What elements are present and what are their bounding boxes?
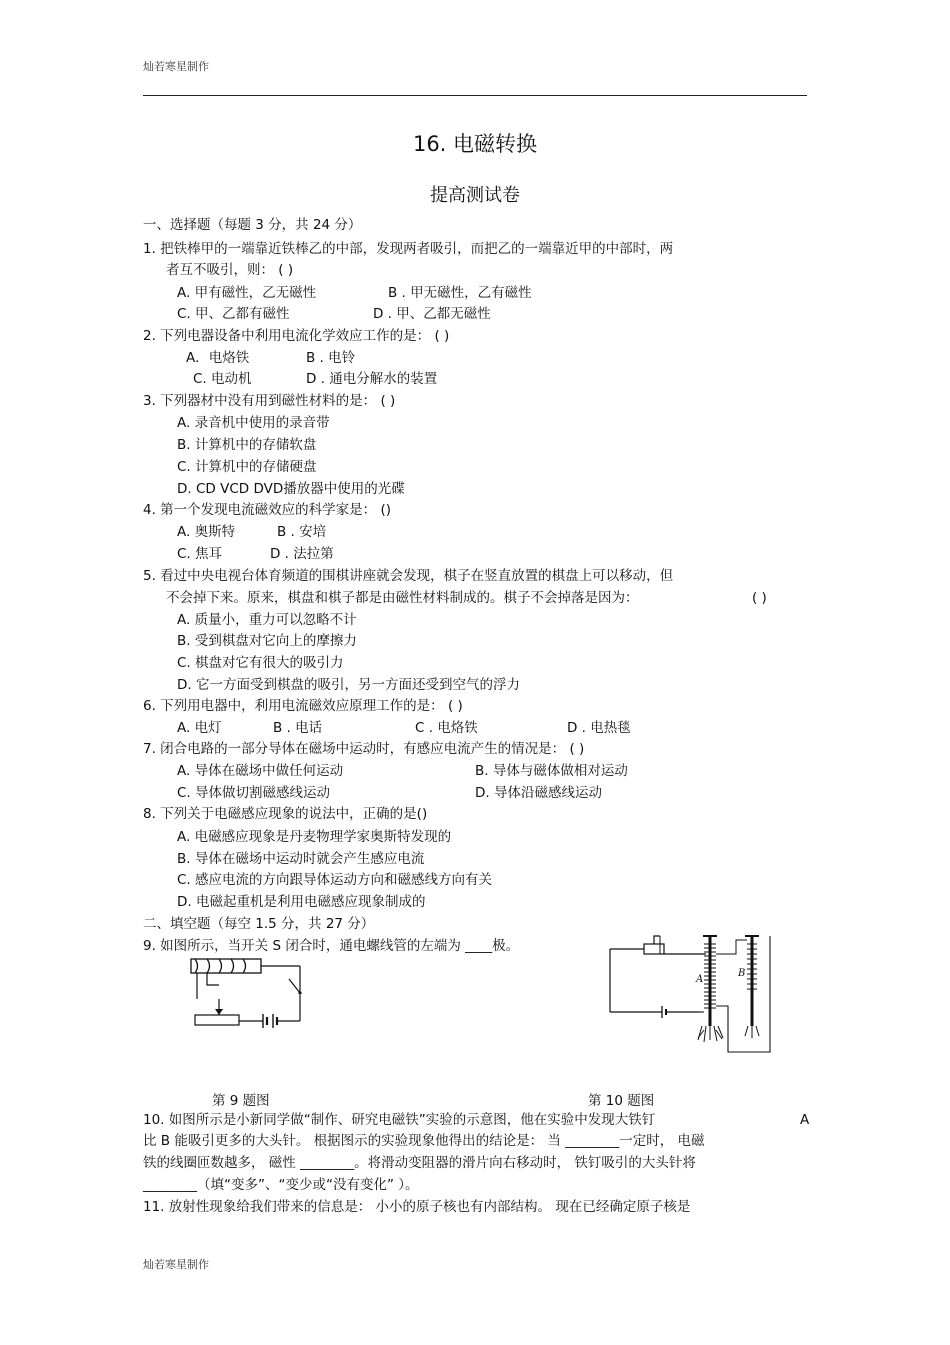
figure-9-caption: 第 9 题图 bbox=[212, 1093, 270, 1109]
question-5-option-b: B. 受到棋盘对它向上的摩擦力 bbox=[177, 633, 357, 649]
question-9-text: 9. 如图所示，当开关 S 闭合时，通电螺线管的左端为 ____极。 bbox=[143, 938, 520, 954]
question-4-option-b: B . 安培 bbox=[277, 524, 327, 540]
question-2-option-a: A．电烙铁 bbox=[186, 350, 250, 366]
question-6-text: 6. 下列用电器中，利用电流磁效应原理工作的是： ( ) bbox=[143, 698, 463, 714]
figure-10-caption: 第 10 题图 bbox=[588, 1093, 655, 1109]
question-6-option-b: B . 电话 bbox=[273, 720, 323, 736]
question-8-option-b: B. 导体在磁场中运动时就会产生感应电流 bbox=[177, 851, 425, 867]
question-7-option-d: D. 导体沿磁感线运动 bbox=[475, 785, 602, 801]
question-1-option-b: B . 甲无磁性，乙有磁性 bbox=[388, 285, 532, 301]
question-5-answer-blank: ( ) bbox=[752, 590, 767, 606]
question-5-text: 5. 看过中央电视台体育频道的围棋讲座就会发现，棋子在竖直放置的棋盘上可以移动，但 bbox=[143, 568, 674, 584]
question-10-text-a: A bbox=[800, 1112, 810, 1128]
question-10-text: 10. 如图所示是小新同学做“制作、研究电磁铁”实验的示意图，他在实验中发现大铁钉 bbox=[143, 1112, 656, 1128]
question-2-option-c: C. 电动机 bbox=[193, 371, 252, 387]
question-4-text: 4. 第一个发现电流磁效应的科学家是： () bbox=[143, 502, 391, 518]
page-header: 灿若寒星制作 bbox=[143, 60, 209, 73]
question-10-text-line2: 比 B 能吸引更多的大头针。 根据图示的实验现象他得出的结论是： 当 ________一定时， 电磁 bbox=[143, 1133, 705, 1149]
question-10-text-line3: 铁的线圈匝数越多， 磁性 ________。将滑动变阻器的滑片向右移动时， 铁钉吸引的大头针将 bbox=[143, 1155, 696, 1171]
question-2-text: 2. 下列电器设备中利用电流化学效应工作的是： ( ) bbox=[143, 328, 450, 344]
question-6-option-a: A. 电灯 bbox=[177, 720, 222, 736]
question-7-text: 7. 闭合电路的一部分导体在磁场中运动时，有感应电流产生的情况是： ( ) bbox=[143, 741, 585, 757]
question-2-option-d: D . 通电分解水的装置 bbox=[306, 371, 438, 387]
nail-a-label: A bbox=[696, 974, 704, 985]
question-7-option-c: C. 导体做切割磁感线运动 bbox=[177, 785, 331, 801]
question-1-text-cont: 者互不吸引，则： ( ) bbox=[166, 262, 294, 278]
question-8-option-d: D. 电磁起重机是利用电磁感应现象制成的 bbox=[177, 894, 426, 910]
question-1-text: 1. 把铁棒甲的一端靠近铁棒乙的中部，发现两者吸引，而把乙的一端靠近甲的中部时，两 bbox=[143, 241, 674, 257]
question-4-option-c: C. 焦耳 bbox=[177, 546, 223, 562]
question-11-text: 11. 放射性现象给我们带来的信息是： 小小的原子核也有内部结构。 现在已经确定原子核是 bbox=[143, 1199, 691, 1215]
question-4-option-a: A. 奥斯特 bbox=[177, 524, 236, 540]
question-4-option-d: D . 法拉第 bbox=[270, 546, 334, 562]
question-5-option-c: C. 棋盘对它有很大的吸引力 bbox=[177, 655, 344, 671]
section-heading-fill: 二、填空题（每空 1.5 分，共 27 分） bbox=[143, 916, 375, 932]
figure-10-electromagnet bbox=[600, 930, 780, 1055]
question-3-text: 3. 下列器材中没有用到磁性材料的是： ( ) bbox=[143, 393, 396, 409]
question-3-option-b: B. 计算机中的存储软盘 bbox=[177, 437, 317, 453]
question-8-text: 8. 下列关于电磁感应现象的说法中，正确的是() bbox=[143, 806, 428, 822]
question-3-option-a: A. 录音机中使用的录音带 bbox=[177, 415, 330, 431]
question-5-text-cont: 不会掉下来。原来，棋盘和棋子都是由磁性材料制成的。棋子不会掉落是因为： bbox=[166, 590, 639, 606]
page-title: 16. 电磁转换 bbox=[412, 132, 538, 156]
question-5-option-d: D. 它一方面受到棋盘的吸引，另一方面还受到空气的浮力 bbox=[177, 677, 520, 693]
question-1-option-d: D . 甲、乙都无磁性 bbox=[373, 306, 491, 322]
question-8-option-c: C. 感应电流的方向跟导体运动方向和磁感线方向有关 bbox=[177, 872, 493, 888]
question-6-option-d: D . 电热毯 bbox=[567, 720, 631, 736]
page-footer: 灿若寒星制作 bbox=[143, 1258, 209, 1271]
question-3-option-d: D. CD VCD DVD播放器中使用的光碟 bbox=[177, 481, 405, 497]
question-7-option-b: B. 导体与磁体做相对运动 bbox=[475, 763, 628, 779]
header-rule bbox=[143, 95, 807, 96]
question-8-option-a: A. 电磁感应现象是丹麦物理学家奥斯特发现的 bbox=[177, 829, 452, 845]
section-heading-choice: 一、选择题（每题 3 分，共 24 分） bbox=[143, 217, 362, 233]
figure-9-solenoid-circuit bbox=[185, 955, 315, 1030]
question-5-option-a: A. 质量小，重力可以忽略不计 bbox=[177, 612, 357, 628]
question-1-option-c: C. 甲、乙都有磁性 bbox=[177, 306, 290, 322]
question-7-option-a: A. 导体在磁场中做任何运动 bbox=[177, 763, 344, 779]
question-1-option-a: A. 甲有磁性，乙无磁性 bbox=[177, 285, 317, 301]
question-3-option-c: C. 计算机中的存储硬盘 bbox=[177, 459, 317, 475]
question-10-text-line4: ________（填“变多”、“变少或“没有变化” ）。 bbox=[143, 1177, 419, 1193]
question-6-option-c: C . 电烙铁 bbox=[415, 720, 478, 736]
question-2-option-b: B . 电铃 bbox=[306, 350, 356, 366]
page-subtitle: 提高测试卷 bbox=[430, 185, 520, 206]
nail-b-label: B bbox=[738, 968, 746, 979]
